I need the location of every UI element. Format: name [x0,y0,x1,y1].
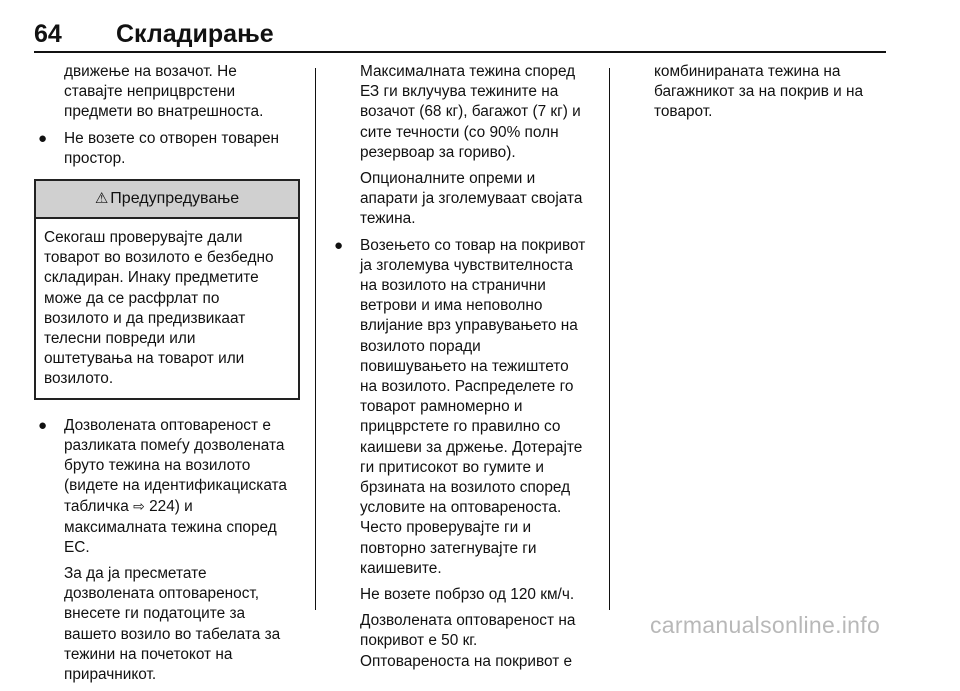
text-line: брзината на возилото според [360,479,571,497]
text-line: Секогаш проверувајте дали [44,229,243,247]
text-line: предмети во внатрешноста. [64,103,264,121]
chapter-title: Складирање [116,20,274,48]
text-line: багажникот за на покрив и на [654,83,864,101]
bullet-icon: ● [38,129,48,147]
text-line: товарот рамномерно и [360,398,523,416]
text-line: складиран. Инаку предметите [44,269,259,287]
text-line: тежина. [360,210,416,228]
text-line: на возилото. Распределете го [360,378,574,396]
text-line: возилото и да предизвикаат [44,309,246,327]
text-line: Не возете со отворен товарен [64,129,280,147]
text-line: повторно затегнувајте ги [360,539,537,557]
watermark: carmanualsonline.info [650,612,881,638]
header-rule [34,51,886,53]
page-header [34,20,886,54]
text-line: Возењето со товар на покривот [360,236,586,254]
continued-paragraph [34,62,300,123]
text-line: разликата помеѓу дозволената [64,436,285,454]
column-divider-2 [609,68,610,610]
text-line: на возилото на странични [360,277,546,295]
text-line: може да се расфрлат по [44,289,220,307]
page-number: 64 [34,20,62,48]
text-line: максималната тежина според [64,518,277,536]
text-line: Не возете побрзо од 120 км/ч. [360,586,575,604]
text-line: Максималната тежина според [360,63,576,80]
text-line: телесни повреди или [44,330,196,348]
text-line: товарот во возилото е безбедно [44,249,274,267]
text-line: апарати ја зголемуваат својата [360,190,583,208]
text-line: ја зголемува чувствителноста [360,256,573,274]
text-line: товарот. [654,103,713,121]
warning-body [36,219,298,398]
text-line: резервоар за гориво). [360,143,516,161]
text-line: тежини на почетокот на [64,645,233,663]
text-line: табличка [64,498,129,516]
text-line: Опционалните опреми и [360,170,536,188]
column-divider-1 [315,68,316,610]
column-2 [330,62,596,678]
page-reference-icon: ⇨ [133,498,145,515]
bullet-icon: ● [38,416,48,434]
bullet-item [330,236,596,579]
text-line: повишувањето на тежиштето [360,357,569,375]
text-line: возилото поради [360,337,481,355]
warning-title: Предупредување [110,189,240,207]
text-line: покривот е 50 кг. [360,632,478,650]
text-line: За да ја пресметате [64,565,207,583]
text-line: комбинираната тежина на [654,63,841,80]
column-1 [34,62,300,691]
text-line: (видете на идентификациската [64,477,287,495]
text-line: вашето возило во табелата за [64,625,281,643]
text-line: ставајте неприцврстени [64,83,236,101]
text-line: оштетувања на товарот или [44,350,245,368]
warning-triangle-icon: ⚠ [94,189,109,207]
bullet-item [34,129,300,169]
text-line: ЕЗ ги вклучува тежините на [360,83,559,101]
column-3 [624,62,886,129]
page-reference-link[interactable]: 224 [149,498,175,516]
paragraph [624,62,886,123]
paragraph [330,169,596,230]
warning-header [36,181,298,219]
text-line: ги притисокот во гумите и [360,458,544,476]
text-line: внесете ги податоците за [64,605,246,623]
text-line: простор. [64,149,126,167]
text-line: Често проверувајте ги и [360,519,532,537]
text-line: возилото. [44,370,114,388]
bullet-item [34,416,300,558]
text-line: возачот (68 кг), багажот (7 кг) и [360,103,581,121]
text-line: ветрови и има неповолно [360,297,543,315]
text-line: прицврстете го правилно со [360,418,561,436]
text-line: влијание врз управувањето на [360,317,578,335]
warning-box [34,179,300,400]
text-line: каишевите. [360,559,442,577]
paragraph [330,585,596,605]
text-line: ЕС. [64,538,90,556]
bullet-icon: ● [334,236,344,254]
text-line: Дозволената оптовареност на [360,612,576,630]
text-fragment: ) и [174,498,193,516]
paragraph [330,62,596,163]
text-line: каишеви за држење. Дотерајте [360,438,583,456]
text-line: Дозволената оптовареност е [64,416,271,434]
text-line: сите течности (со 90% полн [360,123,559,141]
paragraph [34,564,300,685]
text-line: условите на оптовареноста. [360,499,562,517]
text-line: бруто тежина на возилото [64,457,251,475]
text-line: движење на возачот. Не [64,63,237,80]
text-line: Оптовареноста на покривот е [360,652,573,670]
text-line: прирачникот. [64,666,157,684]
text-line: дозволената оптовареност, [64,585,260,603]
